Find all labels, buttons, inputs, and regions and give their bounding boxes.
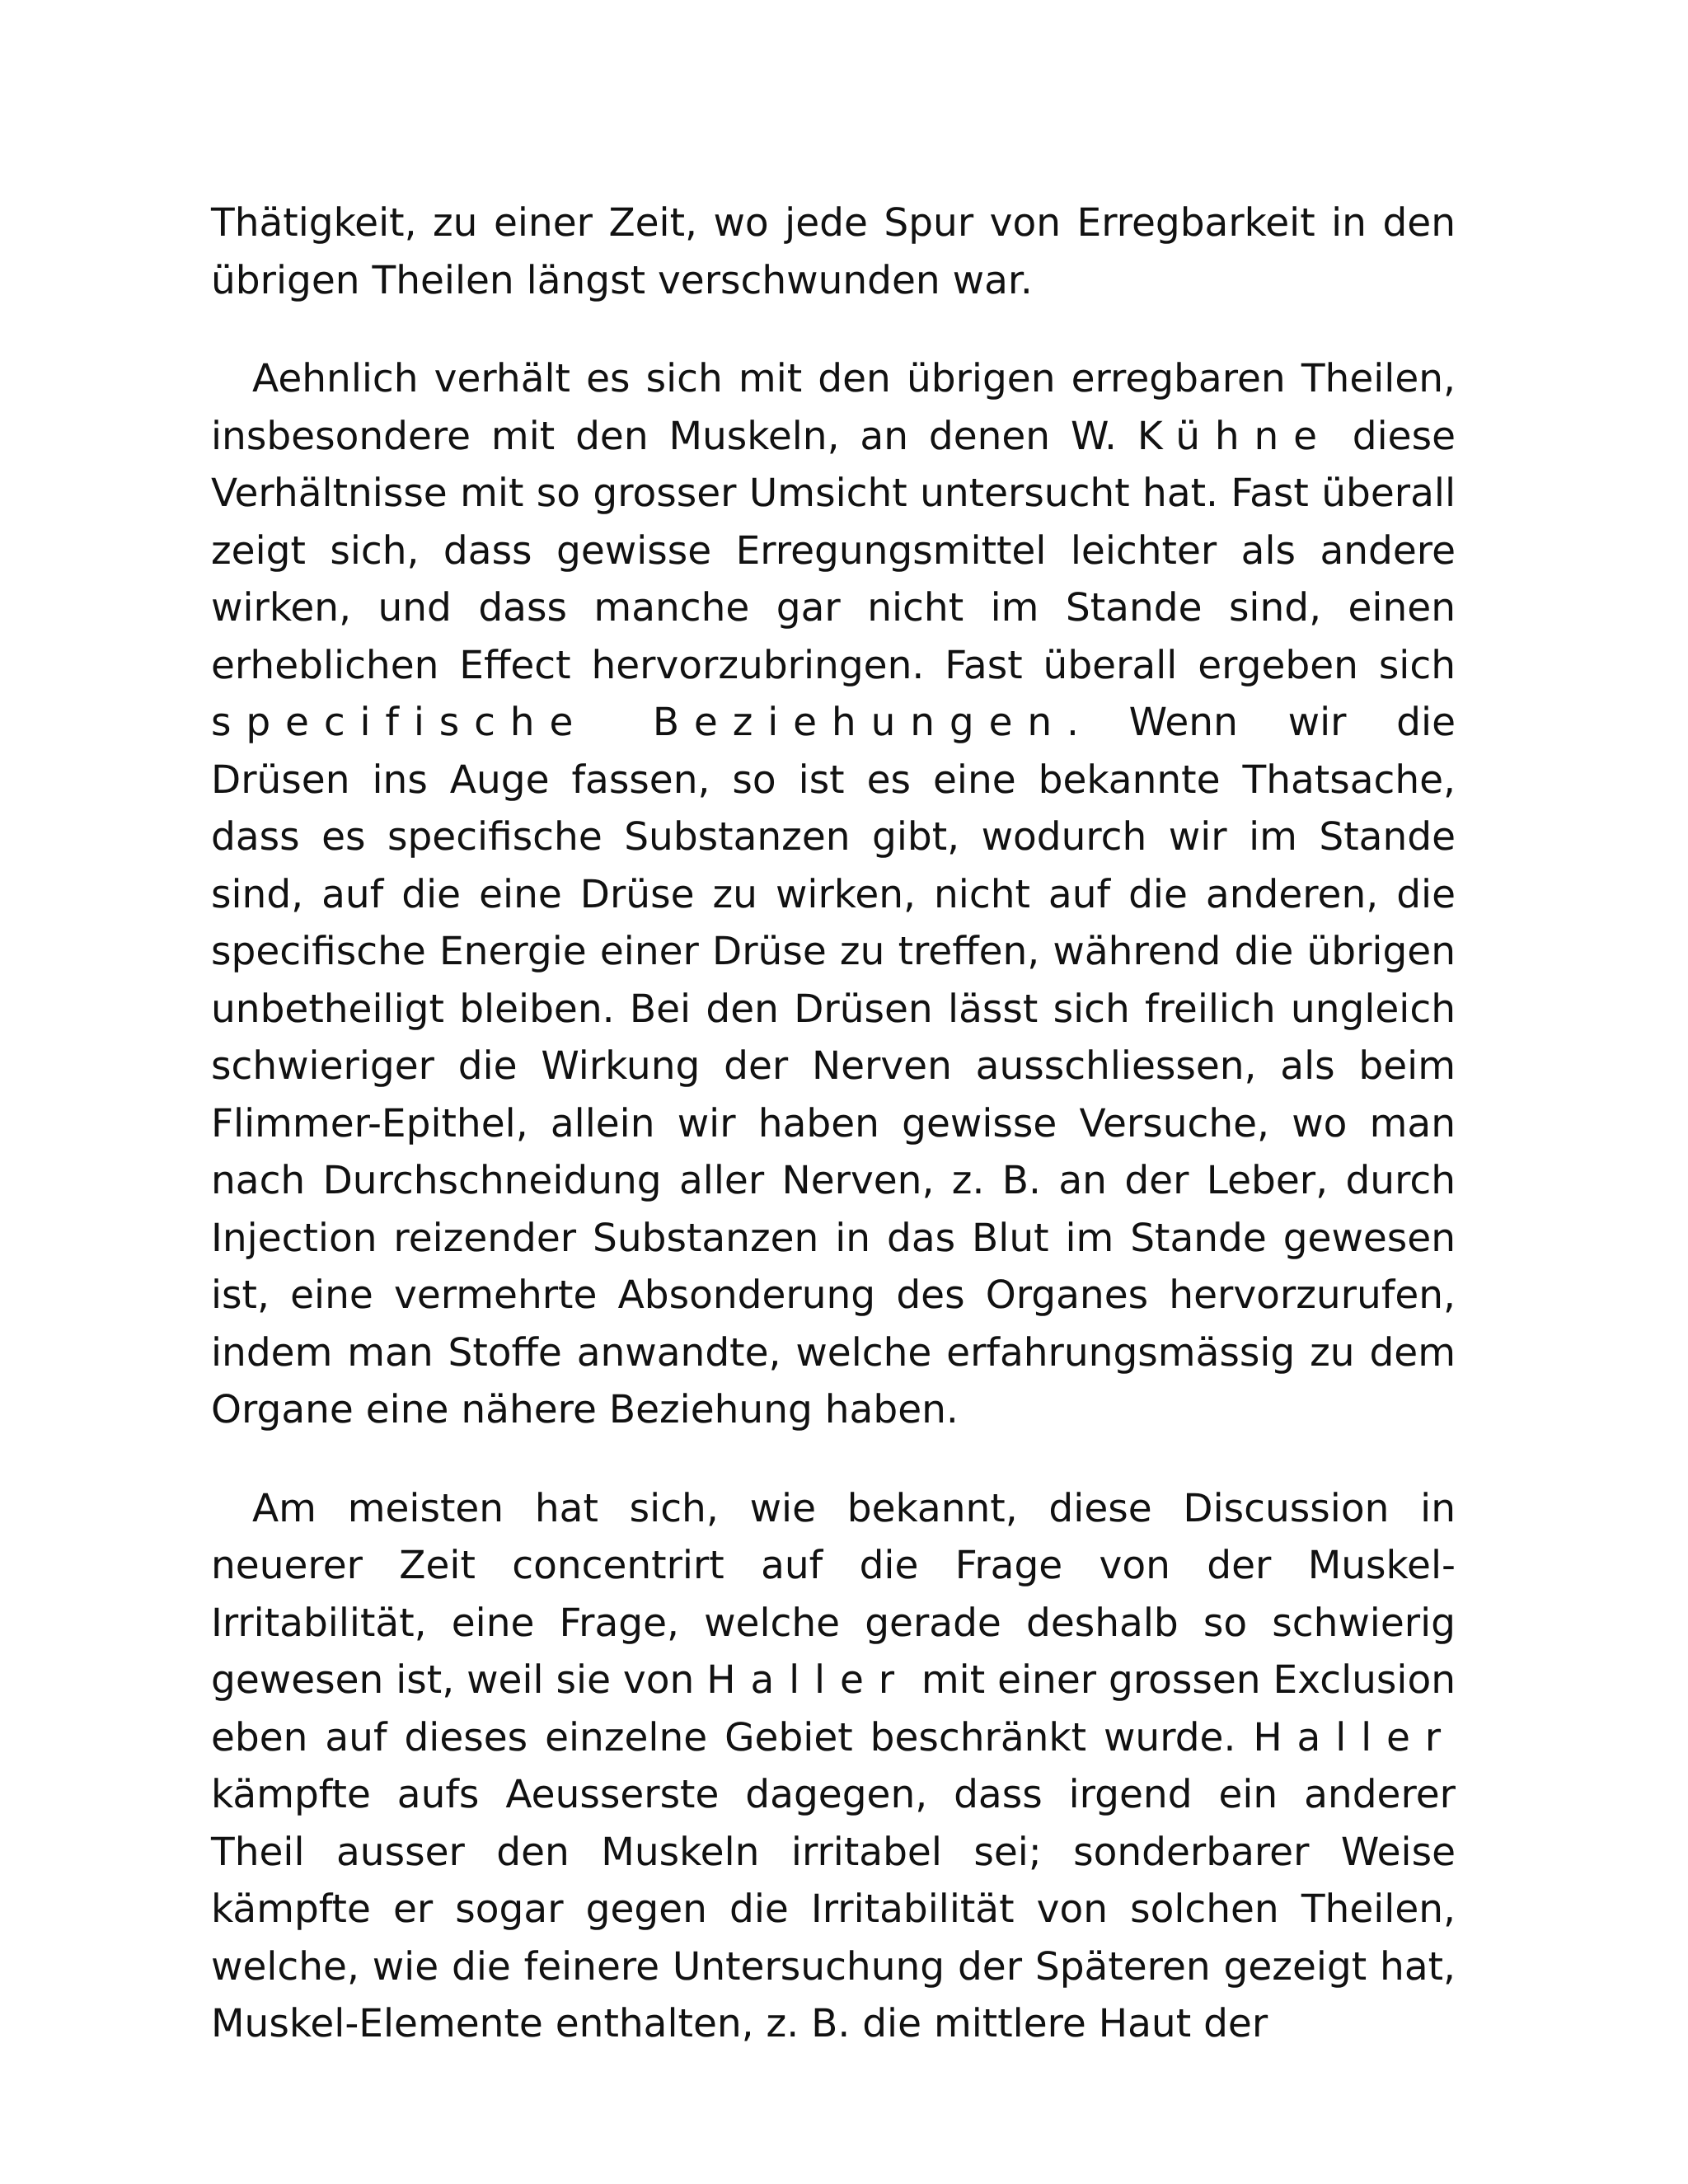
document-page xyxy=(211,194,1456,2053)
paragraph-2 xyxy=(211,350,1456,1439)
text-run: . Wenn wir die Drüsen ins Auge fassen, so ist es eine bekannte Thatsache, dass es specifische Substanzen gibt, wodurch wir im Stande sind, auf die eine Drüse zu wirken, nicht auf die anderen, die specifische Energie einer Drüse zu treffen, während die übrigen unbetheiligt bleiben. Bei den Drüsen lässt sich freilich ungleich schwieriger die Wirkung der Nerven ausschliessen, als beim Flimmer-Epithel, allein wir haben gewisse Versuche, wo man nach Durchschneidung aller Nerven, z. B. an der Leber, durch Injection reizender Substanzen in das Blut im Stande gewesen ist, eine vermehrte Absonderung des Organes hervorzurufen, indem man Stoffe anwandte, welche erfahrungsmässig zu dem Organe eine nähere Beziehung haben. xyxy=(211,700,1456,1432)
text-run: mit einer grossen Exclusion eben auf dieses einzelne Gebiet beschränkt wurde. xyxy=(211,1657,1456,1760)
spaced-name: Kühne xyxy=(1137,413,1332,459)
paragraph-1 xyxy=(211,194,1456,309)
text-run: kämpfte aufs Aeusserste dagegen, dass irgend ein anderer Theil ausser den Muskeln irritabel sei; sonderbarer Weise kämpfte er sogar gegen die Irritabilität von solchen Theilen, welche, wie die feinere Untersuchung der Späteren gezeigt hat, Muskel-Elemente enthalten, z. B. die mittlere Haut der xyxy=(211,1772,1456,2046)
text-run: diese Verhältnisse mit so grosser Umsicht untersucht hat. Fast überall zeigt sich, dass gewisse Erregungsmittel leichter als andere wirken, und dass manche gar nicht im Stande sind, einen erheblichen Effect hervorzubringen. Fast überall ergeben sich xyxy=(211,413,1456,688)
text-run: Am meisten hat sich, wie bekannt, diese Discussion in neuerer Zeit concentrirt auf die Frage von der Muskel-Irritabilität, eine Frage, welche gerade deshalb so schwierig gewesen ist, weil sie von xyxy=(211,1485,1456,1703)
paragraph-3 xyxy=(211,1480,1456,2053)
spaced-name: Haller xyxy=(1253,1714,1456,1760)
text-run: Thätigkeit, zu einer Zeit, wo jede Spur von Erregbarkeit in den übrigen Theilen längst verschwunden war. xyxy=(211,200,1456,303)
spaced-name: Haller xyxy=(706,1657,909,1703)
spaced-emphasis: specifische Beziehungen xyxy=(211,700,1067,745)
text-run: Aehnlich verhält es sich mit den übrigen erregbaren Theilen, insbesondere mit den Muskeln, an denen W. xyxy=(211,356,1456,459)
